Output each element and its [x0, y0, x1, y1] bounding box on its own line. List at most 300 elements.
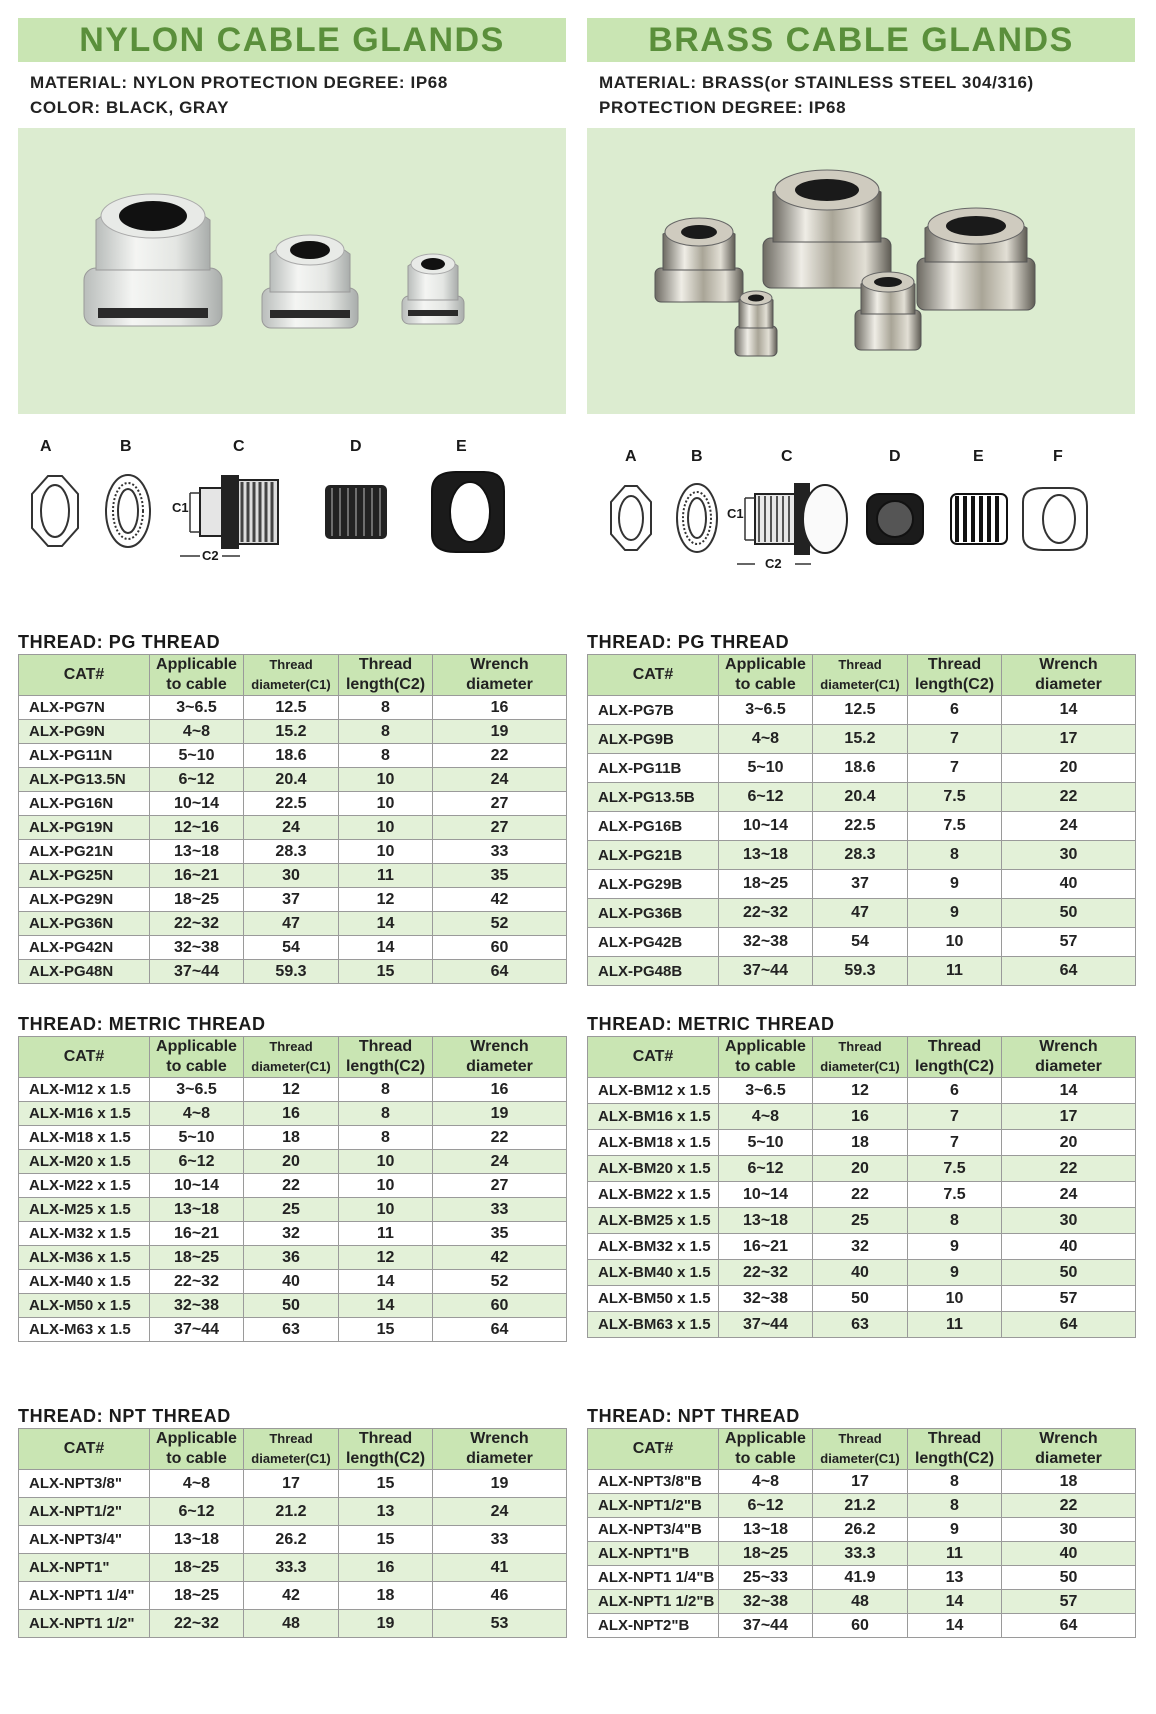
- thread-length-cell: 14: [339, 1294, 433, 1318]
- cat-cell: ALX-M20 x 1.5: [19, 1150, 150, 1174]
- applicable-cell: 10~14: [150, 1174, 244, 1198]
- applicable-cell: 6~12: [150, 1150, 244, 1174]
- wrench-cell: 50: [1002, 899, 1136, 928]
- thread-diameter-cell: 33.3: [244, 1554, 339, 1582]
- wrench-cell: 17: [1002, 1104, 1136, 1130]
- cat-cell: ALX-M22 x 1.5: [19, 1174, 150, 1198]
- brass-specs: [587, 70, 1135, 122]
- wrench-cell: 24: [433, 768, 567, 792]
- wrench-cell: 41: [433, 1554, 567, 1582]
- cat-cell: ALX-NPT1": [19, 1554, 150, 1582]
- wrench-cell: 46: [433, 1582, 567, 1610]
- applicable-cell: 13~18: [719, 841, 813, 870]
- col-thread-length: Thread length(C2): [908, 1037, 1002, 1078]
- thread-length-cell: 10: [339, 1174, 433, 1198]
- part-label-d: D: [889, 448, 901, 465]
- brass-metric-table: [587, 1036, 1136, 1338]
- thread-length-cell: 12: [339, 888, 433, 912]
- applicable-cell: 32~38: [150, 936, 244, 960]
- thread-diameter-cell: 40: [813, 1260, 908, 1286]
- col-applicable: Applicable to cable: [150, 655, 244, 696]
- thread-length-cell: 10: [339, 840, 433, 864]
- applicable-cell: 18~25: [719, 1542, 813, 1566]
- cat-cell: ALX-PG11N: [19, 744, 150, 768]
- cat-cell: ALX-M32 x 1.5: [19, 1222, 150, 1246]
- wrench-cell: 57: [1002, 1590, 1136, 1614]
- wrench-cell: 24: [1002, 812, 1136, 841]
- cat-cell: ALX-PG29N: [19, 888, 150, 912]
- cat-cell: ALX-PG11B: [588, 754, 719, 783]
- wrench-cell: 52: [433, 1270, 567, 1294]
- wrench-cell: 30: [1002, 1208, 1136, 1234]
- part-e-claw: [951, 494, 1007, 544]
- wrench-cell: 24: [1002, 1182, 1136, 1208]
- thread-length-cell: 7.5: [908, 812, 1002, 841]
- wrench-cell: 19: [433, 720, 567, 744]
- thread-length-cell: 10: [339, 792, 433, 816]
- dim-c1-label: C1: [727, 506, 744, 521]
- table-row: [588, 1286, 1136, 1312]
- cat-cell: ALX-PG7B: [588, 696, 719, 725]
- thread-diameter-cell: 37: [244, 888, 339, 912]
- thread-length-cell: 7: [908, 754, 1002, 783]
- applicable-cell: 22~32: [719, 1260, 813, 1286]
- thread-length-cell: 8: [339, 1126, 433, 1150]
- applicable-cell: 18~25: [150, 1582, 244, 1610]
- nylon-specs: [18, 70, 566, 122]
- wrench-cell: 20: [1002, 1130, 1136, 1156]
- applicable-cell: 4~8: [150, 1102, 244, 1126]
- part-label-f: F: [1053, 448, 1063, 465]
- thread-diameter-cell: 18.6: [244, 744, 339, 768]
- col-applicable: Applicable to cable: [719, 1037, 813, 1078]
- brass-pg-title: THREAD: PG THREAD: [587, 632, 790, 652]
- thread-diameter-cell: 16: [813, 1104, 908, 1130]
- thread-diameter-cell: 20.4: [244, 768, 339, 792]
- col-thread-diameter: Thread diameter(C1): [813, 1429, 908, 1470]
- cat-cell: ALX-BM16 x 1.5: [588, 1104, 719, 1130]
- thread-length-cell: 15: [339, 1318, 433, 1342]
- table-header: [19, 1429, 567, 1470]
- part-c-body: [737, 484, 847, 564]
- applicable-cell: 3~6.5: [719, 696, 813, 725]
- applicable-cell: 5~10: [150, 744, 244, 768]
- thread-length-cell: 19: [339, 1610, 433, 1638]
- thread-length-cell: 7.5: [908, 1182, 1002, 1208]
- thread-diameter-cell: 20.4: [813, 783, 908, 812]
- part-label-b: B: [691, 448, 703, 465]
- applicable-cell: 22~32: [150, 1610, 244, 1638]
- thread-diameter-cell: 32: [244, 1222, 339, 1246]
- part-label-a: A: [40, 438, 52, 455]
- table-row: [19, 720, 567, 744]
- thread-length-cell: 10: [339, 1150, 433, 1174]
- thread-diameter-cell: 22: [244, 1174, 339, 1198]
- table-row: [588, 1566, 1136, 1590]
- wrench-cell: 64: [1002, 1312, 1136, 1338]
- table-row: [588, 783, 1136, 812]
- brass-gland-right: [917, 208, 1035, 310]
- table-row: [588, 1470, 1136, 1494]
- table-row: [19, 1078, 567, 1102]
- brass-metric-title: THREAD: METRIC THREAD: [587, 1014, 835, 1034]
- thread-length-cell: 15: [339, 1470, 433, 1498]
- applicable-cell: 6~12: [150, 1498, 244, 1526]
- wrench-cell: 16: [433, 696, 567, 720]
- table-header: [588, 1037, 1136, 1078]
- applicable-cell: 22~32: [150, 1270, 244, 1294]
- applicable-cell: 32~38: [719, 1286, 813, 1312]
- applicable-cell: 4~8: [150, 720, 244, 744]
- cat-cell: ALX-PG13.5B: [588, 783, 719, 812]
- part-label-e: E: [456, 438, 467, 455]
- applicable-cell: 12~16: [150, 816, 244, 840]
- cat-cell: ALX-BM22 x 1.5: [588, 1182, 719, 1208]
- nylon-pg-table: [18, 654, 567, 984]
- thread-length-cell: 13: [339, 1498, 433, 1526]
- applicable-cell: 37~44: [719, 957, 813, 986]
- wrench-cell: 33: [433, 1526, 567, 1554]
- cat-cell: ALX-NPT1 1/2"B: [588, 1590, 719, 1614]
- thread-diameter-cell: 16: [244, 1102, 339, 1126]
- col-thread-diameter: Thread diameter(C1): [244, 655, 339, 696]
- cat-cell: ALX-PG25N: [19, 864, 150, 888]
- applicable-cell: 13~18: [150, 1526, 244, 1554]
- cat-cell: ALX-NPT1 1/4": [19, 1582, 150, 1610]
- thread-length-cell: 8: [908, 841, 1002, 870]
- nylon-metric-table: [18, 1036, 567, 1342]
- thread-length-cell: 7: [908, 725, 1002, 754]
- cat-cell: ALX-M63 x 1.5: [19, 1318, 150, 1342]
- table-row: [19, 1526, 567, 1554]
- thread-length-cell: 10: [908, 928, 1002, 957]
- wrench-cell: 40: [1002, 1542, 1136, 1566]
- wrench-cell: 27: [433, 816, 567, 840]
- thread-diameter-cell: 12: [813, 1078, 908, 1104]
- table-row: [588, 899, 1136, 928]
- thread-length-cell: 6: [908, 1078, 1002, 1104]
- table-row: [19, 912, 567, 936]
- thread-diameter-cell: 18.6: [813, 754, 908, 783]
- wrench-cell: 16: [433, 1078, 567, 1102]
- table-row: [588, 1208, 1136, 1234]
- wrench-cell: 18: [1002, 1470, 1136, 1494]
- cat-cell: ALX-BM63 x 1.5: [588, 1312, 719, 1338]
- nylon-title: NYLON CABLE GLANDS: [18, 18, 566, 62]
- thread-diameter-cell: 30: [244, 864, 339, 888]
- thread-diameter-cell: 47: [813, 899, 908, 928]
- table-row: [19, 1610, 567, 1638]
- col-thread-length: Thread length(C2): [908, 655, 1002, 696]
- thread-diameter-cell: 21.2: [813, 1494, 908, 1518]
- thread-length-cell: 8: [908, 1470, 1002, 1494]
- thread-diameter-cell: 15.2: [244, 720, 339, 744]
- cat-cell: ALX-M18 x 1.5: [19, 1126, 150, 1150]
- wrench-cell: 27: [433, 1174, 567, 1198]
- applicable-cell: 18~25: [150, 1246, 244, 1270]
- medium-nylon-gland: [262, 235, 358, 328]
- table-row: [19, 1198, 567, 1222]
- thread-length-cell: 15: [339, 1526, 433, 1554]
- brass-gland-center: [763, 170, 891, 288]
- brass-pg-table: [587, 654, 1136, 986]
- nylon-npt-table: [18, 1428, 567, 1638]
- thread-length-cell: 12: [339, 1246, 433, 1270]
- thread-length-cell: 9: [908, 1260, 1002, 1286]
- applicable-cell: 6~12: [719, 1494, 813, 1518]
- wrench-cell: 22: [1002, 783, 1136, 812]
- thread-diameter-cell: 54: [813, 928, 908, 957]
- cat-cell: ALX-M12 x 1.5: [19, 1078, 150, 1102]
- thread-diameter-cell: 37: [813, 870, 908, 899]
- thread-diameter-cell: 36: [244, 1246, 339, 1270]
- thread-length-cell: 8: [908, 1494, 1002, 1518]
- cat-cell: ALX-PG21B: [588, 841, 719, 870]
- thread-diameter-cell: 48: [813, 1590, 908, 1614]
- thread-diameter-cell: 33.3: [813, 1542, 908, 1566]
- brass-title: BRASS CABLE GLANDS: [587, 18, 1135, 62]
- part-f-dome-cap: [1023, 488, 1087, 550]
- thread-length-cell: 10: [339, 1198, 433, 1222]
- part-d-seal-insert: [326, 486, 386, 538]
- thread-diameter-cell: 15.2: [813, 725, 908, 754]
- thread-diameter-cell: 12.5: [244, 696, 339, 720]
- applicable-cell: 32~38: [719, 928, 813, 957]
- thread-length-cell: 13: [908, 1566, 1002, 1590]
- nylon-npt-section: [18, 1404, 567, 1638]
- applicable-cell: 18~25: [150, 1554, 244, 1582]
- small-nylon-gland: [402, 254, 464, 324]
- wrench-cell: 22: [1002, 1494, 1136, 1518]
- thread-diameter-cell: 26.2: [244, 1526, 339, 1554]
- wrench-cell: 33: [433, 1198, 567, 1222]
- cat-cell: ALX-PG36B: [588, 899, 719, 928]
- table-row: [588, 1078, 1136, 1104]
- applicable-cell: 25~33: [719, 1566, 813, 1590]
- thread-diameter-cell: 21.2: [244, 1498, 339, 1526]
- thread-length-cell: 7: [908, 1104, 1002, 1130]
- thread-length-cell: 15: [339, 960, 433, 984]
- table-row: [19, 1554, 567, 1582]
- brass-npt-table: [587, 1428, 1136, 1638]
- applicable-cell: 32~38: [150, 1294, 244, 1318]
- brass-protection-line: PROTECTION DEGREE: IP68: [599, 98, 847, 117]
- col-thread-length: Thread length(C2): [339, 1429, 433, 1470]
- nylon-pg-section: [18, 630, 567, 984]
- wrench-cell: 24: [433, 1498, 567, 1526]
- table-header: [588, 655, 1136, 696]
- table-row: [19, 888, 567, 912]
- cat-cell: ALX-NPT1/2": [19, 1498, 150, 1526]
- wrench-cell: 22: [433, 744, 567, 768]
- table-row: [588, 1590, 1136, 1614]
- table-row: [588, 957, 1136, 986]
- table-row: [19, 840, 567, 864]
- wrench-cell: 17: [1002, 725, 1136, 754]
- cat-cell: ALX-PG48B: [588, 957, 719, 986]
- applicable-cell: 18~25: [719, 870, 813, 899]
- thread-diameter-cell: 12: [244, 1078, 339, 1102]
- thread-length-cell: 9: [908, 1234, 1002, 1260]
- nylon-npt-title: THREAD: NPT THREAD: [18, 1406, 231, 1426]
- cat-cell: ALX-M40 x 1.5: [19, 1270, 150, 1294]
- thread-length-cell: 16: [339, 1554, 433, 1582]
- thread-length-cell: 14: [908, 1590, 1002, 1614]
- nylon-pg-title: THREAD: PG THREAD: [18, 632, 221, 652]
- wrench-cell: 22: [433, 1126, 567, 1150]
- col-cat: CAT#: [588, 655, 719, 696]
- cat-cell: ALX-NPT1 1/4"B: [588, 1566, 719, 1590]
- col-wrench: Wrench diameter: [433, 1429, 567, 1470]
- cat-cell: ALX-PG42B: [588, 928, 719, 957]
- col-cat: CAT#: [588, 1037, 719, 1078]
- brass-exploded-diagram: [587, 436, 1135, 596]
- cat-cell: ALX-NPT2"B: [588, 1614, 719, 1638]
- col-thread-length: Thread length(C2): [339, 655, 433, 696]
- col-wrench: Wrench diameter: [1002, 1037, 1136, 1078]
- table-row: [19, 816, 567, 840]
- cat-cell: ALX-PG48N: [19, 960, 150, 984]
- wrench-cell: 35: [433, 1222, 567, 1246]
- cat-cell: ALX-PG29B: [588, 870, 719, 899]
- col-wrench: Wrench diameter: [1002, 655, 1136, 696]
- col-wrench: Wrench diameter: [433, 1037, 567, 1078]
- thread-length-cell: 10: [339, 768, 433, 792]
- part-label-e: E: [973, 448, 984, 465]
- cat-cell: ALX-BM18 x 1.5: [588, 1130, 719, 1156]
- thread-diameter-cell: 28.3: [813, 841, 908, 870]
- thread-length-cell: 11: [339, 864, 433, 888]
- brass-column: [587, 0, 1135, 1634]
- cat-cell: ALX-M25 x 1.5: [19, 1198, 150, 1222]
- cat-cell: ALX-PG21N: [19, 840, 150, 864]
- wrench-cell: 19: [433, 1102, 567, 1126]
- wrench-cell: 57: [1002, 1286, 1136, 1312]
- cat-cell: ALX-NPT1 1/2": [19, 1610, 150, 1638]
- applicable-cell: 37~44: [150, 960, 244, 984]
- applicable-cell: 32~38: [719, 1590, 813, 1614]
- thread-diameter-cell: 22.5: [244, 792, 339, 816]
- dim-c2-label: C2: [202, 548, 219, 563]
- wrench-cell: 14: [1002, 1078, 1136, 1104]
- wrench-cell: 50: [1002, 1260, 1136, 1286]
- thread-length-cell: 18: [339, 1582, 433, 1610]
- part-e-dome-cap: [432, 472, 504, 552]
- table-header: [19, 1037, 567, 1078]
- table-row: [588, 1156, 1136, 1182]
- nylon-exploded-diagram: [18, 436, 566, 596]
- thread-diameter-cell: 24: [244, 816, 339, 840]
- col-applicable: Applicable to cable: [150, 1037, 244, 1078]
- thread-diameter-cell: 59.3: [244, 960, 339, 984]
- table-row: [588, 1542, 1136, 1566]
- applicable-cell: 5~10: [719, 1130, 813, 1156]
- wrench-cell: 53: [433, 1610, 567, 1638]
- thread-diameter-cell: 63: [244, 1318, 339, 1342]
- thread-length-cell: 8: [339, 744, 433, 768]
- part-label-c: C: [233, 438, 245, 455]
- col-thread-length: Thread length(C2): [339, 1037, 433, 1078]
- wrench-cell: 40: [1002, 1234, 1136, 1260]
- thread-length-cell: 11: [908, 957, 1002, 986]
- applicable-cell: 4~8: [719, 1470, 813, 1494]
- cat-cell: ALX-PG36N: [19, 912, 150, 936]
- applicable-cell: 18~25: [150, 888, 244, 912]
- applicable-cell: 5~10: [719, 754, 813, 783]
- thread-length-cell: 8: [339, 720, 433, 744]
- table-row: [588, 1614, 1136, 1638]
- table-row: [588, 1518, 1136, 1542]
- col-cat: CAT#: [588, 1429, 719, 1470]
- thread-length-cell: 11: [908, 1312, 1002, 1338]
- thread-diameter-cell: 28.3: [244, 840, 339, 864]
- table-row: [19, 744, 567, 768]
- thread-diameter-cell: 50: [244, 1294, 339, 1318]
- thread-length-cell: 11: [908, 1542, 1002, 1566]
- table-row: [588, 725, 1136, 754]
- wrench-cell: 64: [1002, 957, 1136, 986]
- cat-cell: ALX-M50 x 1.5: [19, 1294, 150, 1318]
- part-label-b: B: [120, 438, 132, 455]
- cat-cell: ALX-PG9B: [588, 725, 719, 754]
- applicable-cell: 6~12: [719, 783, 813, 812]
- table-row: [588, 812, 1136, 841]
- table-row: [19, 1174, 567, 1198]
- cat-cell: ALX-BM12 x 1.5: [588, 1078, 719, 1104]
- thread-length-cell: 6: [908, 696, 1002, 725]
- wrench-cell: 42: [433, 1246, 567, 1270]
- applicable-cell: 6~12: [719, 1156, 813, 1182]
- table-row: [19, 936, 567, 960]
- table-header: [588, 1429, 1136, 1470]
- cat-cell: ALX-PG7N: [19, 696, 150, 720]
- col-cat: CAT#: [19, 655, 150, 696]
- wrench-cell: 33: [433, 840, 567, 864]
- applicable-cell: 13~18: [150, 1198, 244, 1222]
- part-b-seal-ring: [106, 475, 150, 547]
- col-thread-diameter: Thread diameter(C1): [813, 655, 908, 696]
- wrench-cell: 24: [433, 1150, 567, 1174]
- table-row: [19, 1582, 567, 1610]
- thread-length-cell: 8: [339, 1102, 433, 1126]
- applicable-cell: 13~18: [150, 840, 244, 864]
- cat-cell: ALX-BM40 x 1.5: [588, 1260, 719, 1286]
- part-label-d: D: [350, 438, 362, 455]
- thread-diameter-cell: 59.3: [813, 957, 908, 986]
- table-row: [19, 1294, 567, 1318]
- wrench-cell: 22: [1002, 1156, 1136, 1182]
- wrench-cell: 30: [1002, 1518, 1136, 1542]
- cat-cell: ALX-M16 x 1.5: [19, 1102, 150, 1126]
- thread-length-cell: 10: [339, 816, 433, 840]
- wrench-cell: 42: [433, 888, 567, 912]
- applicable-cell: 16~21: [719, 1234, 813, 1260]
- thread-length-cell: 14: [339, 1270, 433, 1294]
- thread-length-cell: 8: [339, 1078, 433, 1102]
- applicable-cell: 10~14: [150, 792, 244, 816]
- table-row: [19, 792, 567, 816]
- cat-cell: ALX-PG9N: [19, 720, 150, 744]
- wrench-cell: 27: [433, 792, 567, 816]
- thread-diameter-cell: 32: [813, 1234, 908, 1260]
- thread-diameter-cell: 25: [244, 1198, 339, 1222]
- applicable-cell: 22~32: [150, 912, 244, 936]
- thread-diameter-cell: 20: [813, 1156, 908, 1182]
- cat-cell: ALX-PG19N: [19, 816, 150, 840]
- applicable-cell: 13~18: [719, 1208, 813, 1234]
- brass-material-line: MATERIAL: BRASS(or STAINLESS STEEL 304/316): [599, 73, 1034, 92]
- cat-cell: ALX-BM20 x 1.5: [588, 1156, 719, 1182]
